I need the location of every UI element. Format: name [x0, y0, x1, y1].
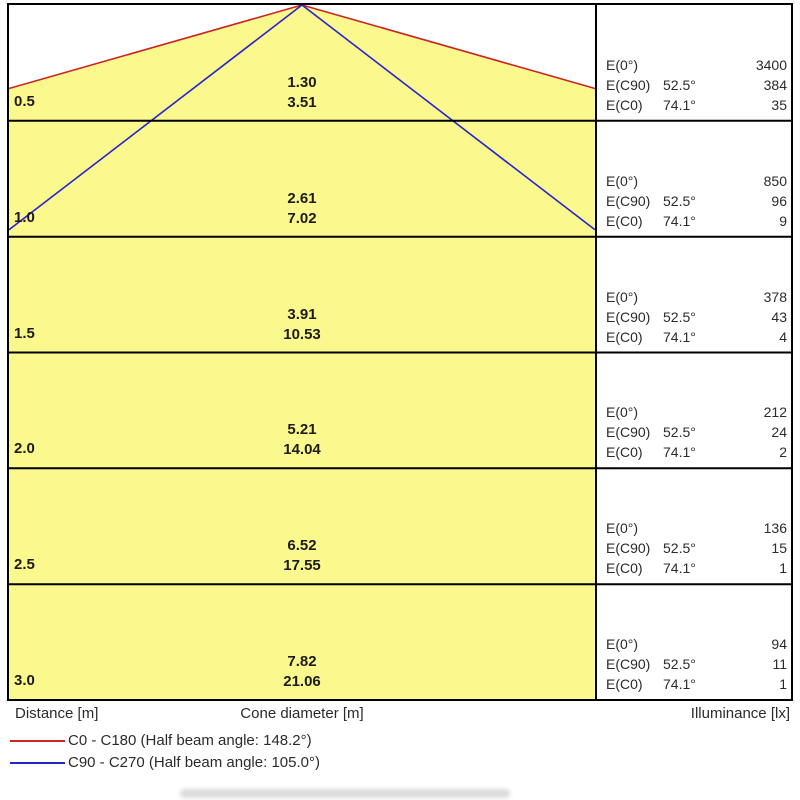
illuminance-ec90-label: E(C90): [606, 192, 651, 209]
cone-diameter-c0: 7.02: [287, 209, 317, 227]
illuminance-ec90-angle: 52.5°: [663, 76, 696, 93]
illuminance-e0-label: E(0°): [606, 520, 639, 537]
illuminance-ec90-angle: 52.5°: [663, 656, 696, 672]
illuminance-block: [606, 55, 787, 115]
illuminance-e0-row: [606, 55, 787, 75]
cone-diameter-c90: 1.30: [287, 73, 317, 91]
illuminance-ec90-row: [606, 75, 787, 95]
cone-diameter-c0: 17.55: [283, 557, 321, 575]
illuminance-e0-row: [606, 518, 787, 538]
illuminance-block: [606, 518, 787, 578]
illuminance-ec0-row: [606, 211, 787, 231]
illuminance-ec90-label: E(C90): [606, 424, 651, 441]
illuminance-e0-label: E(0°): [606, 172, 639, 189]
illuminance-e0-value: 3400: [755, 56, 787, 73]
illuminance-ec0-value: 2: [779, 444, 787, 461]
cone-diameter-c90: 7.82: [287, 653, 317, 670]
cone-diameter-c90: 6.52: [287, 537, 317, 555]
illuminance-ec90-label: E(C90): [606, 308, 651, 325]
illuminance-e0-value: 136: [763, 520, 787, 537]
illuminance-ec0-value: 1: [779, 560, 787, 577]
cone-diameter-c90: 3.91: [287, 305, 317, 323]
illuminance-ec90-row: [606, 538, 787, 558]
illuminance-ec90-value: 24: [771, 424, 787, 441]
illuminance-ec0-value: 1: [779, 676, 787, 692]
illuminance-ec0-angle: 74.1°: [663, 328, 696, 345]
illuminance-ec90-label: E(C90): [606, 540, 651, 557]
illuminance-ec90-row: [606, 422, 787, 442]
illuminance-e0-label: E(0°): [606, 288, 639, 305]
illuminance-e0-value: 850: [763, 172, 787, 189]
illuminance-e0-label: E(0°): [606, 404, 639, 421]
illuminance-block: [606, 287, 787, 347]
cone-diameter-values: [287, 73, 316, 113]
illuminance-e0-label: E(0°): [606, 56, 639, 73]
illuminance-ec0-row: [606, 95, 787, 115]
illuminance-ec0-angle: 74.1°: [663, 212, 696, 229]
cropped-content-artifact: [180, 789, 510, 798]
illuminance-ec0-label: E(C0): [606, 444, 643, 461]
illuminance-e0-row: [606, 287, 787, 307]
illuminance-e0-row: [606, 402, 787, 422]
cone-diameter-values: [283, 536, 321, 576]
distance-axis-label: Distance [m]: [15, 705, 99, 722]
legend-label: C90 - C270 (Half beam angle: 105.0°): [68, 754, 320, 771]
illuminance-ec0-angle: 74.1°: [663, 560, 696, 577]
red-line-swatch: [10, 740, 65, 742]
cone-diameter-axis-label: Cone diameter [m]: [240, 705, 364, 722]
illuminance-ec0-label: E(C0): [606, 96, 643, 113]
illuminance-ec90-value: 15: [771, 540, 787, 557]
illuminance-block: [606, 634, 787, 694]
illuminance-ec90-angle: 52.5°: [663, 424, 696, 441]
illuminance-e0-value: 378: [763, 288, 787, 305]
illuminance-ec0-angle: 74.1°: [663, 444, 696, 461]
cone-diameter-c90: 5.21: [287, 421, 317, 439]
illuminance-ec0-row: [606, 558, 787, 578]
cone-diameter-values: [283, 420, 321, 460]
illuminance-ec90-row: [606, 191, 787, 211]
cone-diameter-values: [283, 305, 321, 345]
illuminance-axis-label: Illuminance [lx]: [690, 705, 790, 722]
illuminance-ec90-label: E(C90): [606, 76, 651, 93]
illuminance-block: [606, 171, 787, 231]
illuminance-ec0-label: E(C0): [606, 676, 643, 692]
illuminance-ec90-label: E(C90): [606, 656, 651, 672]
illuminance-ec0-row: [606, 327, 787, 347]
illuminance-ec90-angle: 52.5°: [663, 540, 696, 557]
illuminance-ec90-angle: 52.5°: [663, 192, 696, 209]
illuminance-ec0-label: E(C0): [606, 212, 643, 229]
illuminance-block: [606, 402, 787, 462]
illuminance-ec0-label: E(C0): [606, 328, 643, 345]
cone-diameter-c0: 3.51: [287, 93, 317, 111]
distance-label: 0.5: [14, 92, 35, 110]
cone-diameter-c0: 21.06: [283, 673, 321, 690]
illuminance-ec0-row: [606, 442, 787, 462]
illuminance-ec0-value: 9: [779, 212, 787, 229]
cone-diameter-values: [283, 652, 321, 692]
illuminance-ec0-angle: 74.1°: [663, 676, 696, 692]
distance-label: 2.0: [14, 440, 35, 458]
illuminance-ec0-value: 35: [771, 96, 787, 113]
illuminance-ec90-value: 11: [772, 656, 787, 672]
distance-label: 3.0: [14, 672, 35, 689]
illuminance-ec90-value: 384: [763, 76, 787, 93]
illuminance-ec0-value: 4: [779, 328, 787, 345]
legend-label: C0 - C180 (Half beam angle: 148.2°): [68, 732, 312, 749]
illuminance-ec0-label: E(C0): [606, 560, 643, 577]
illuminance-ec90-value: 43: [771, 308, 787, 325]
illuminance-ec90-row: [606, 307, 787, 327]
distance-label: 1.0: [14, 208, 35, 226]
cone-diameter-c90: 2.61: [287, 189, 317, 207]
cone-diameter-c0: 10.53: [283, 325, 321, 343]
illuminance-ec90-angle: 52.5°: [663, 308, 696, 325]
cone-diameter-values: [287, 189, 316, 229]
illuminance-e0-row: [606, 634, 787, 654]
illuminance-e0-label: E(0°): [606, 636, 639, 652]
illuminance-e0-value: 94: [771, 636, 787, 652]
distance-label: 2.5: [14, 556, 35, 574]
illuminance-ec0-row: [606, 674, 787, 694]
distance-label: 1.5: [14, 324, 35, 342]
illuminance-ec90-value: 96: [771, 192, 787, 209]
cone-diameter-c0: 14.04: [283, 441, 321, 459]
illuminance-e0-value: 212: [763, 404, 787, 421]
illuminance-e0-row: [606, 171, 787, 191]
illuminance-ec90-row: [606, 654, 787, 674]
illuminance-ec0-angle: 74.1°: [663, 96, 696, 113]
blue-line-swatch: [10, 762, 65, 764]
